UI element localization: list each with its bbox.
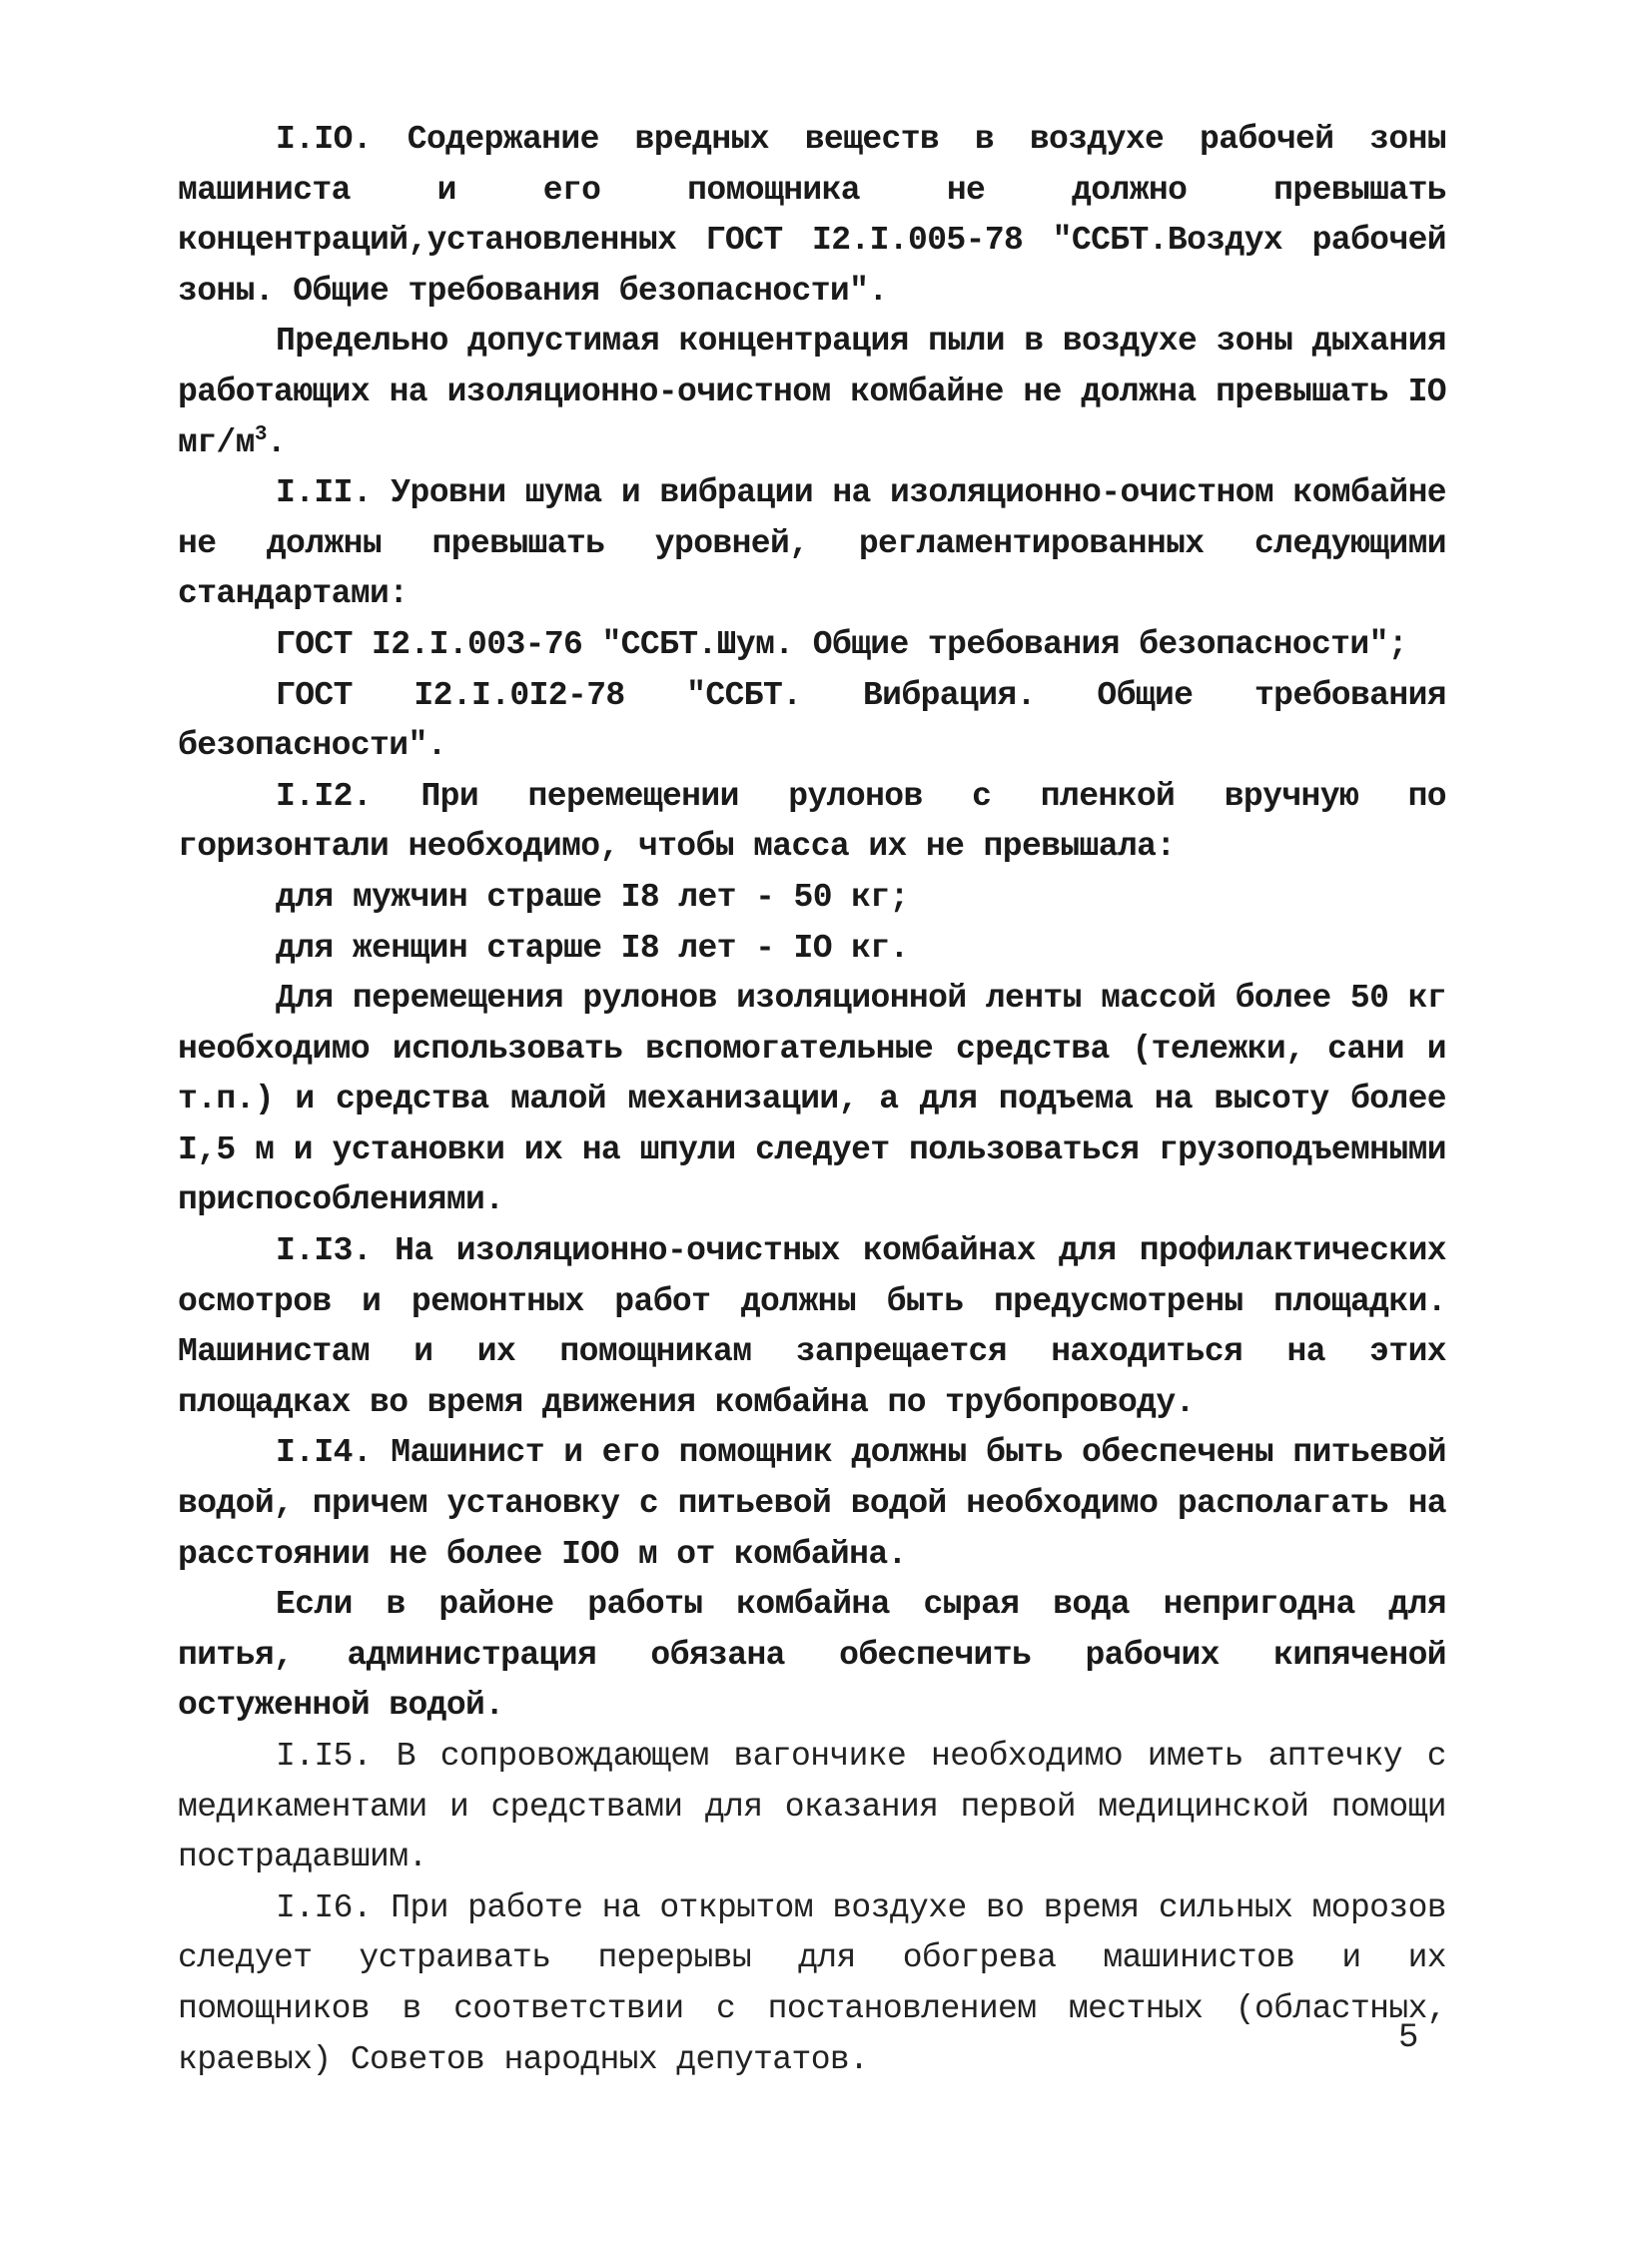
paragraph-gost-vibration: ГОСТ I2.I.0I2-78 "ССБТ. Вибрация. Общие требования безопасности".: [178, 676, 1446, 765]
paragraph-1-12: I.I2. При перемещении рулонов с пленкой вручную по горизонтали необходимо, чтобы масса их не превышала:: [178, 777, 1446, 866]
dust-limit-text: Предельно допустимая концентрация пыли в воздухе зоны дыхания работающих на изоляционно-очистном комбайне не должна превышать IO мг/м: [178, 323, 1446, 461]
list-item-women: для женщин старше I8 лет - IO кг.: [276, 929, 909, 967]
paragraph-gost-noise: ГОСТ I2.I.003-76 "ССБТ.Шум. Общие требования безопасности";: [276, 625, 1407, 663]
paragraph-water: Если в районе работы комбайна сырая вода непригодна для питья, администрация обязана обеспечить рабочих кипяченой остуженной водой.: [178, 1586, 1446, 1725]
paragraph-1-15: I.I5. В сопровождающем вагончике необходимо иметь аптечку с медикаментами и средствами для оказания первой медицинской помощи пострадавшим.: [178, 1738, 1446, 1876]
paragraph-1-14: I.I4. Машинист и его помощник должны быть обеспечены питьевой водой, причем установку с питьевой водой необходимо располагать на расстоянии не более IOO м от комбайна.: [178, 1434, 1446, 1573]
paragraph-1-11: I.II. Уровни шума и вибрации на изоляционно-очистном комбайне не должны превышать уровней, регламентированных следующими стандартами:: [178, 474, 1446, 613]
paragraph-1-16: I.I6. При работе на открытом воздухе во время сильных морозов следует устраивать перерывы для обогрева машинистов и их помощников в соответствии с постановлением местных (областных, краевых) Советов народных депутатов.: [178, 1888, 1446, 2078]
paragraph-rolls: Для перемещения рулонов изоляционной ленты массой более 50 кг необходимо использовать вспомогательные средства (тележки, сани и т.п.) и средства малой механизации, а для подъема на высоту более I,5 м и установки их на шпули следует пользоваться грузоподъемными приспособлениями.: [178, 980, 1446, 1219]
dust-limit-end: .: [266, 423, 287, 461]
paragraph-1-13: I.I3. На изоляционно-очистных комбайнах для профилактических осмотров и ремонтных работ должны быть предусмотрены площадки. Машинистам и их помощникам запрещается находиться на этих площадках во время движения комбайна по трубопроводу.: [178, 1232, 1446, 1421]
paragraph-dust-limit: [178, 317, 1446, 468]
page-number: 5: [1398, 2019, 1419, 2057]
document-body: [178, 115, 1446, 2085]
paragraph-1-10: I.IO. Содержание вредных веществ в воздухе рабочей зоны машиниста и его помощника не должно превышать концентраций,установленных ГОСТ I2.I.005-78 "ССБТ.Воздух рабочей зоны. Общие требования безопасности".: [178, 121, 1446, 310]
cubic-superscript: 3: [254, 422, 267, 446]
list-item-men: для мужчин страше I8 лет - 50 кг;: [276, 878, 909, 916]
